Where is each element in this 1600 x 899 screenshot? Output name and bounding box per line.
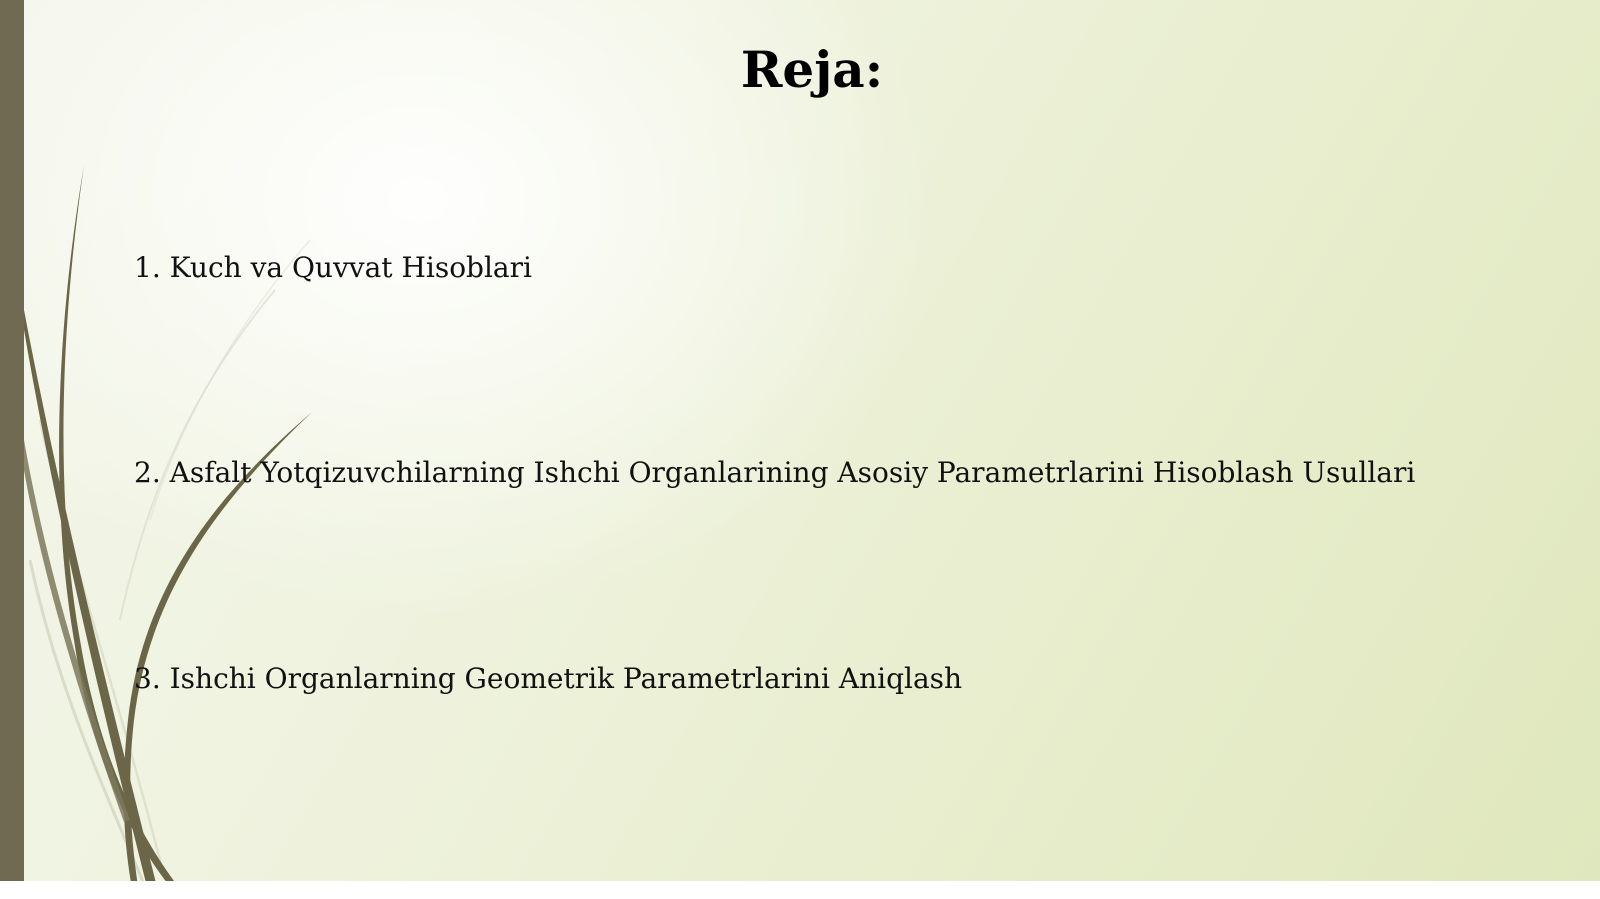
slide-title: Reja: <box>740 40 884 99</box>
plan-item-3: 3. Ishchi Organlarning Geometrik Parametrlarini Aniqlash <box>134 662 963 695</box>
grass-decoration <box>0 0 340 899</box>
plan-item-1: 1. Kuch va Quvvat Hisoblari <box>134 251 532 284</box>
plan-item-2: 2. Asfalt Yotqizuvchilarning Ishchi Organlarining Asosiy Parametrlarini Hisoblash Usullari <box>134 456 1416 489</box>
bottom-strip <box>0 881 1600 899</box>
